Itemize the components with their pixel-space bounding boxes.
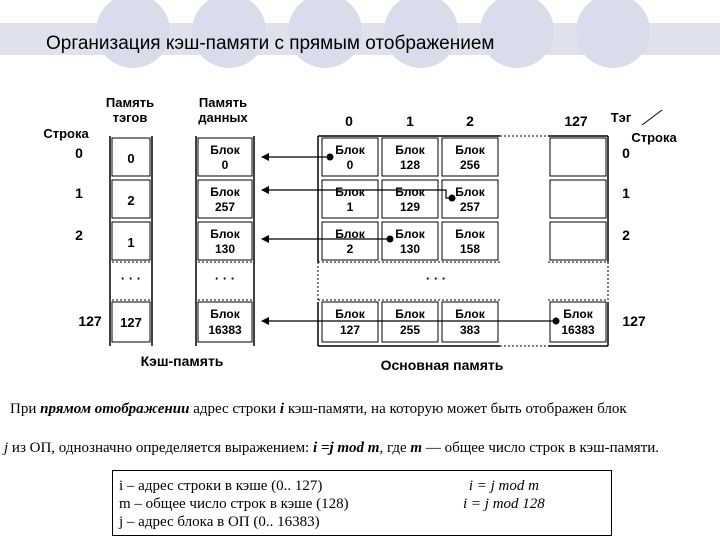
mem-1-0-num: 1 (346, 200, 354, 214)
mem-0-2-word: Блок (455, 143, 485, 157)
main-memory-label: Основная память (380, 357, 504, 373)
cache-memory-label: Кэш-память (140, 353, 224, 369)
tag-header-right: Тэг (610, 110, 632, 125)
mem-0-0-num: 0 (346, 158, 354, 172)
mem-127-1-num: 255 (399, 323, 421, 337)
p1-text-a: При (10, 401, 41, 417)
row-label-left-2: 2 (75, 227, 83, 243)
p2-var-m: m (410, 440, 423, 456)
tag-cell-2: 1 (127, 235, 135, 250)
def-i: i – адрес строки в кэше (0.. 127) (119, 478, 323, 494)
col-label-0: 0 (345, 113, 353, 129)
data-cell-127-num: 16383 (208, 323, 242, 337)
data-cell-127-word: Блок (210, 307, 240, 321)
data-cell-1-word: Блок (210, 185, 240, 199)
data-cell-2-word: Блок (210, 227, 240, 241)
tag-cell-127: 127 (120, 315, 142, 330)
mem-127-0-num: 127 (339, 323, 361, 337)
data-cell-0-num: 0 (221, 158, 229, 172)
mem-2-1-word: Блок (395, 227, 425, 241)
tag-ellipsis: · · · (120, 271, 142, 286)
row-label-right-0: 0 (622, 145, 630, 161)
mem-2-2-word: Блок (455, 227, 485, 241)
def-m: m – общее число строк в кэше (128) (119, 496, 349, 512)
formula-specific: i = j mod 128 (463, 496, 545, 512)
row-header-right: Строка (631, 130, 677, 145)
row-label-left-127: 127 (78, 313, 102, 329)
row-label-left-0: 0 (75, 145, 83, 161)
data-cell-0-word: Блок (210, 143, 240, 157)
header-diagonal (642, 110, 662, 125)
description-line-1 (10, 401, 627, 418)
p2-formula: i =j mod m (312, 440, 380, 456)
row-label-right-2: 2 (622, 227, 630, 243)
data-memory-header-line2: данных (198, 110, 248, 125)
p2-text-b: из ОП, однозначно определяется выражением: (8, 440, 313, 456)
p1-text-c: адрес строки (189, 401, 280, 417)
row-label-right-1: 1 (622, 185, 630, 201)
mem-0-2-num: 256 (459, 158, 481, 172)
p2-text-d: , где (379, 440, 411, 456)
mem-2-0-num: 2 (346, 242, 354, 256)
mem-1-1-word: Блок (395, 185, 425, 199)
slide-title: Организация кэш-памяти с прямым отображением (46, 33, 495, 54)
col-label-127: 127 (564, 113, 588, 129)
row-label-left-1: 1 (75, 185, 83, 201)
mem-ellipsis: · · · (425, 271, 447, 286)
mem-2-0-word: Блок (335, 227, 365, 241)
def-j: j – адрес блока в ОП (0.. 16383) (119, 514, 320, 530)
p1-var-i: i (279, 401, 285, 417)
data-cell-1-num: 257 (214, 200, 236, 214)
tag-memory-header-line1: Память (105, 95, 155, 110)
mem-0-1-num: 128 (399, 158, 421, 172)
data-memory-header-line1: Память (198, 95, 248, 110)
mem-0-0-word: Блок (335, 143, 365, 157)
col-label-1: 1 (406, 113, 414, 129)
mem-1-2-num: 257 (459, 200, 481, 214)
mem-1-0-word: Блок (335, 185, 365, 199)
data-ellipsis: · · · (214, 271, 236, 286)
mem-1-1-num: 129 (399, 200, 421, 214)
mem-2-1-num: 130 (399, 242, 421, 256)
tag-memory-header-line2: тэгов (112, 110, 148, 125)
row-label-right-127: 127 (622, 313, 646, 329)
mem-127-1-word: Блок (395, 307, 425, 321)
description-line-2 (4, 440, 659, 457)
definitions-list (119, 477, 349, 531)
mem-0-1-word: Блок (395, 143, 425, 157)
formulas (463, 477, 545, 513)
p1-emphasis: прямом отображении (40, 401, 190, 417)
tag-cell-0: 0 (127, 151, 135, 166)
col-label-2: 2 (466, 113, 474, 129)
data-cell-2-num: 130 (214, 242, 236, 256)
mem-127-127-num: 16383 (561, 323, 595, 337)
mem-127-2-num: 383 (459, 323, 481, 337)
p1-text-e: кэш-памяти, на которую может быть отображен блок (284, 401, 627, 417)
formula-general: i = j mod m (468, 478, 539, 494)
definitions-box (112, 470, 612, 536)
mem-1-2-word: Блок (455, 185, 485, 199)
mem-127-0-word: Блок (335, 307, 365, 321)
mem-2-2-num: 158 (459, 242, 481, 256)
row-header-left: Строка (43, 126, 89, 141)
mem-127-2-word: Блок (455, 307, 485, 321)
p2-text-f: — общее число строк в кэш-памяти. (422, 440, 660, 456)
mem-127-127-word: Блок (563, 307, 593, 321)
tag-cell-1: 2 (127, 193, 135, 208)
p2-var-j: j (4, 440, 9, 456)
